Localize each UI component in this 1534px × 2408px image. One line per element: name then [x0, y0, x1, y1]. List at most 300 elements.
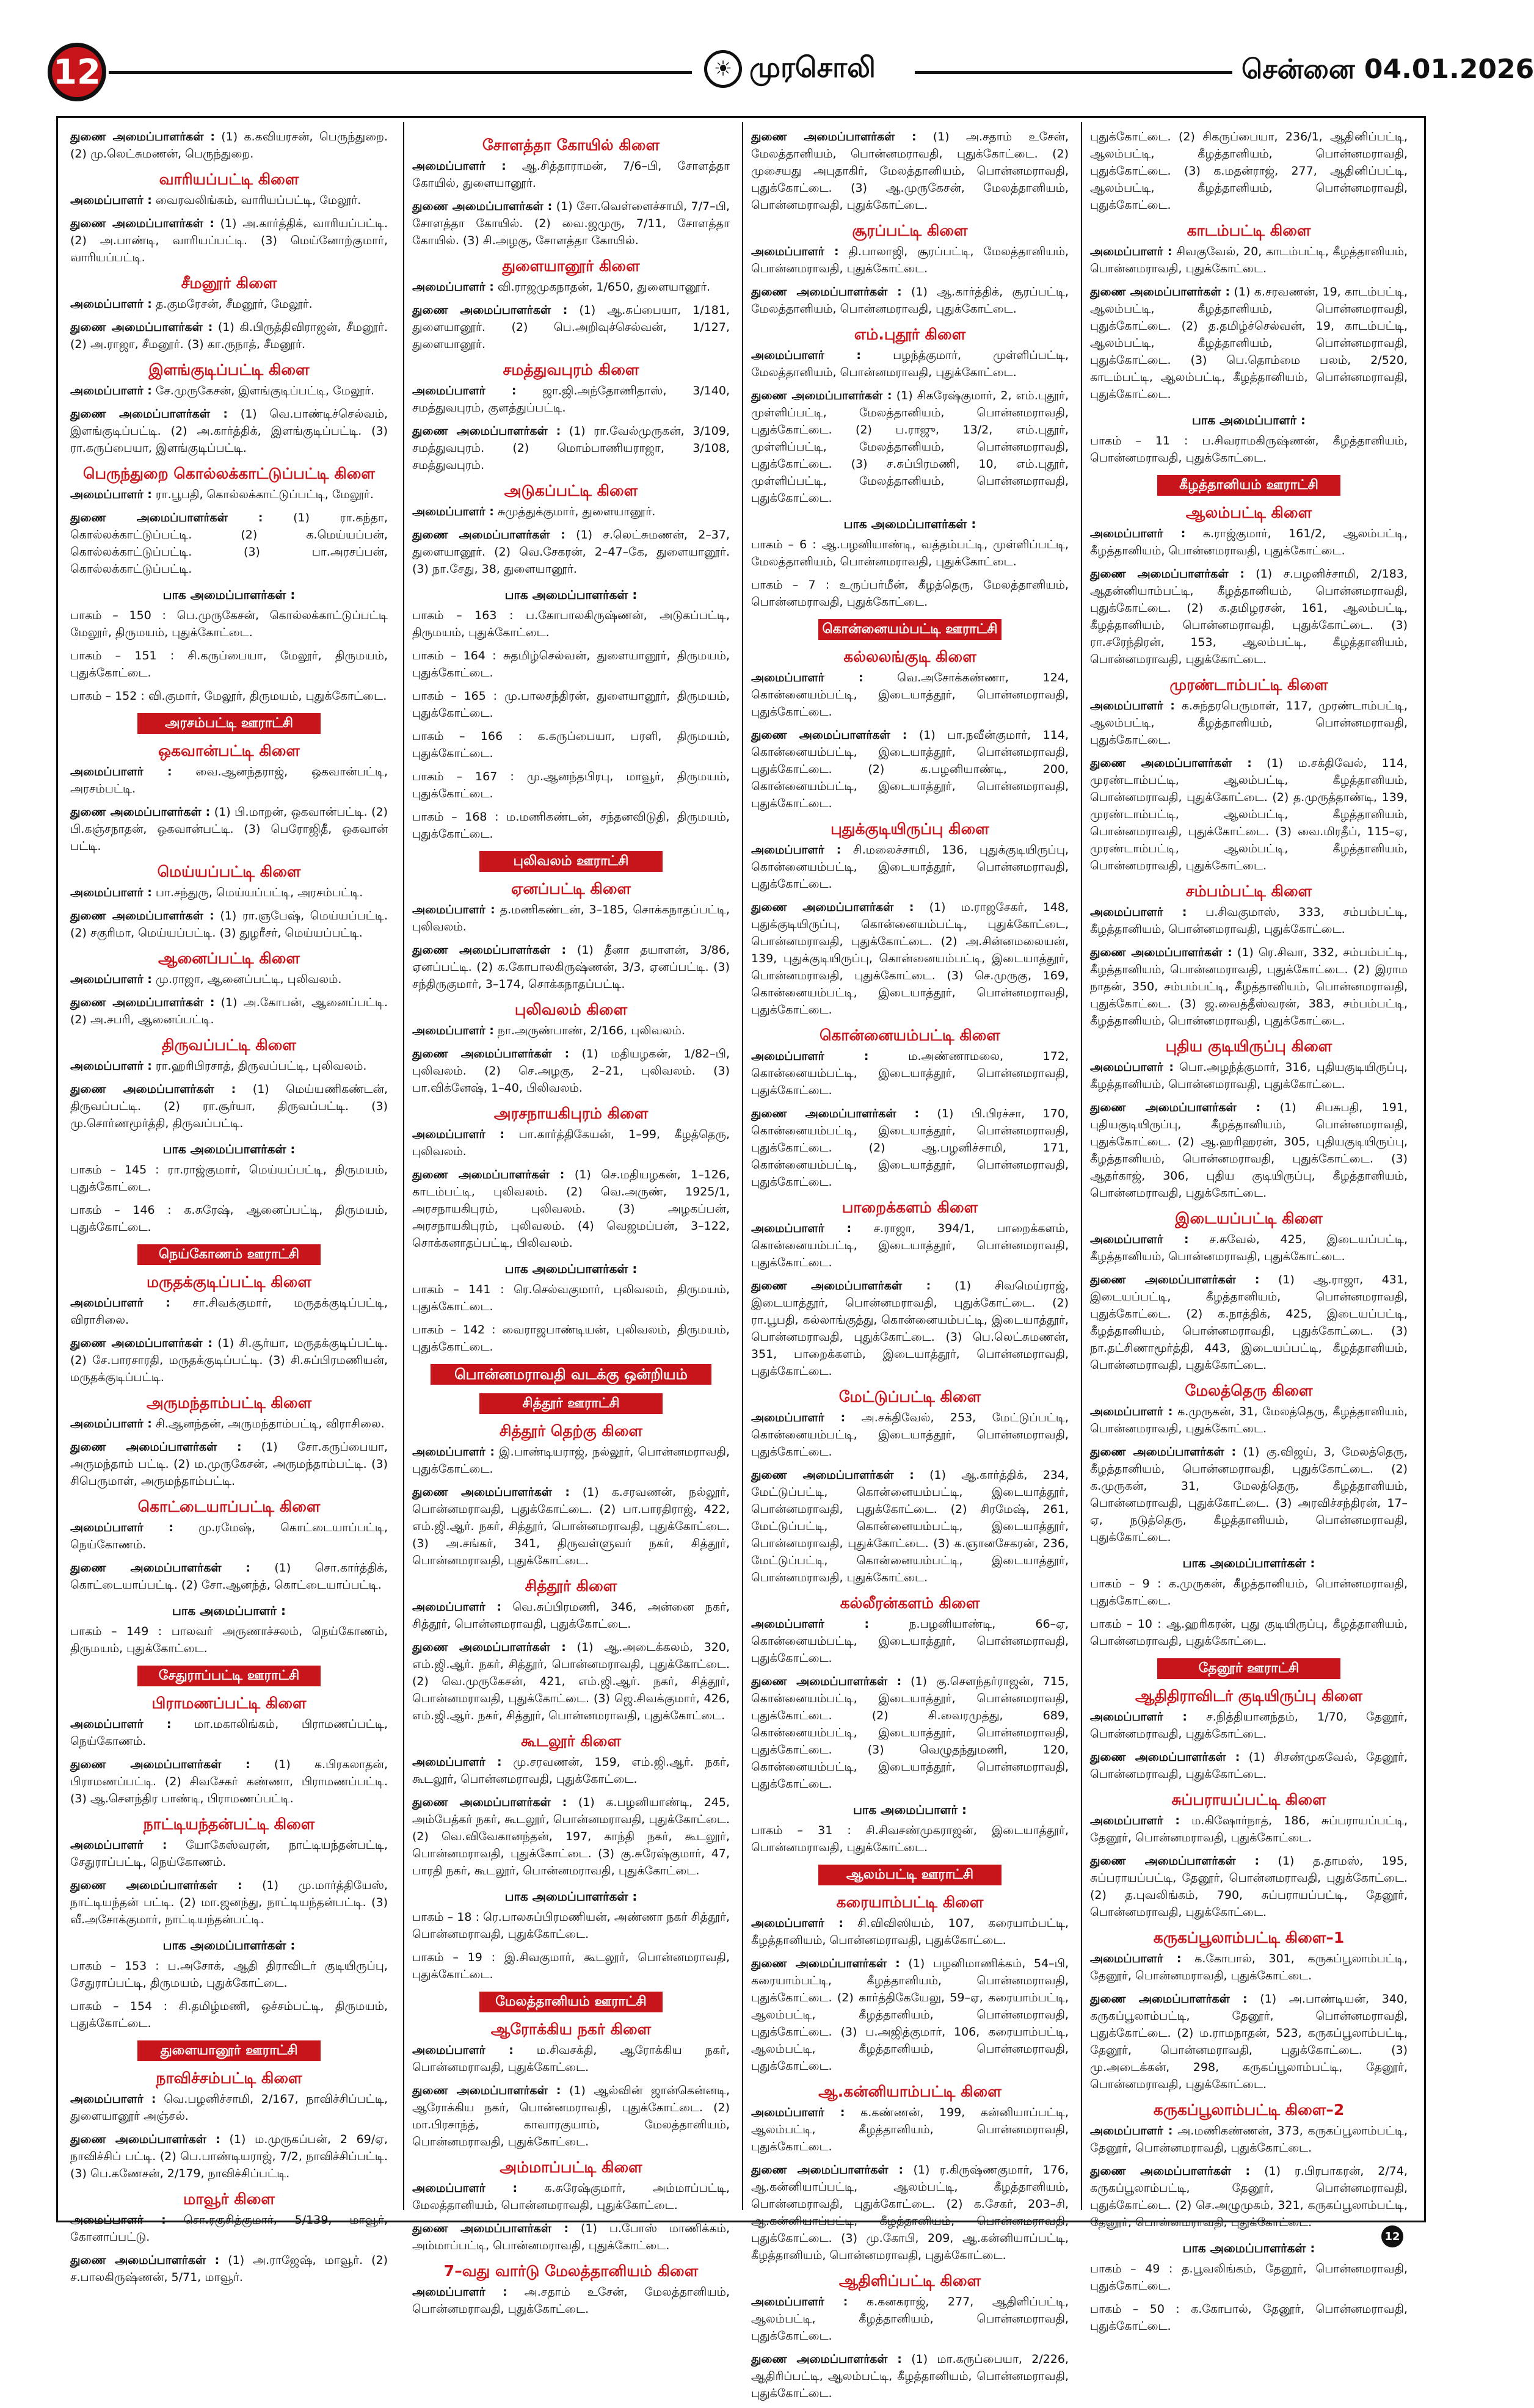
entry-text: மு.சரவணன், 159, எம்.ஜி.ஆர். நகர், கூடலூர், பொன்னமராவதி, புதுக்கோட்டை. [412, 1755, 730, 1786]
entry-paragraph [751, 1048, 1069, 1099]
entry-text: (1) ஆ.கார்த்திக், சூரப்பட்டி, மேலத்தானியம், பொன்னமராவதி, புதுக்கோட்டை. [751, 285, 1069, 316]
entry-text: (1) ம.முருகப்பன், 2 69/ஏ, நாவிச்சிப் பட்டி. (2) பெ.பாண்டியராஜ், 7/2, நாவிச்சிப்பட்டி. (3) பெ.கணேசன், 2/179, நாவிச்சிப்பட்டி. [70, 2133, 388, 2180]
entry-text: (1) மெய்யணிகண்டன், திருவப்பட்டி. (2) ரா.சூர்யா, திருவப்பட்டி. (3) மு.சொர்ணமூர்த்தி, திருவப்பட்டி. [70, 1083, 388, 1130]
entry-paragraph [751, 1220, 1069, 1271]
entry-label: அமைப்பாளர் : [751, 1411, 846, 1424]
entry-text: (1) சோ.கருப்பையா, அருமந்தாம் பட்டி. (2) ம.முருகேசன், அருமந்தாம்பட்டி. (3) சிபெருமாள், அருமந்தாம்பட்டி. [70, 1440, 388, 1488]
entry-label: துணை அமைப்பாளர்கள் : [70, 407, 228, 421]
entry-text: அ.சதாம் உசேன், மேலத்தானியம், பொன்னமராவதி, புதுக்கோட்டை. [412, 2285, 730, 2316]
entry-label: துணை அமைப்பாளர்கள் : [412, 303, 568, 317]
entry-label: துணை அமைப்பாளர்கள் : [1090, 1992, 1248, 2006]
entry-paragraph [751, 2104, 1069, 2155]
branch-heading: ஏனப்பட்டி கிளை [511, 880, 631, 898]
entry-paragraph [751, 727, 1069, 812]
entry-text: சி.மலைச்சாமி, 136, புதுக்குடியிருப்பு, கொன்னையம்பட்டி, இடையாத்தூர், பொன்னமராவதி, புதுக்கோட்டை. [751, 843, 1069, 891]
entry-text: (1) அ.ராஜேஷ், மாவூர். (2) ச.பாலகிருஷ்ணன், 5/71, மாவூர். [70, 2254, 388, 2284]
panchayat-heading: தேனூர் ஊராட்சி [1157, 1658, 1340, 1679]
entry-text: (1) ரா.வேல்முருகன், 3/109, சமத்துவபுரம். (2) மொம்பாணியராஜா, 3/108, சமத்துவபுரம். [412, 424, 730, 472]
entry-paragraph [70, 1335, 388, 1386]
page-number-badge: 12 [48, 43, 106, 101]
entry-paragraph [412, 302, 730, 353]
entry-paragraph [412, 728, 730, 762]
entry-paragraph [751, 1822, 1069, 1856]
entry-text: புதுக்கோட்டை. (2) சிகருப்பையா, 236/1, ஆதினிப்பட்டி, ஆலம்பட்டி, கீழத்தானியம், பொன்னமராவதி, புதுக்கோட்டை. (3) க.மதன்ராஜ், 277, ஆதினிப்பட்டி, ஆலம்பட்டி, கீழத்தானியம், பொன்னமராவதி, புதுக்கோட்டை. [1090, 130, 1408, 212]
entry-paragraph [70, 1081, 388, 1132]
entry-label: அமைப்பாளர் : [751, 349, 861, 362]
entry-paragraph [1090, 944, 1408, 1029]
entry-text: (1) கு.சௌந்தர்ராஜன், 715, கொன்னையம்பட்டி, இடையாத்தூர், பொன்னமராவதி, புதுக்கோட்டை. (2) சி.வைரமுத்து, 689, கொன்னையம்பட்டி, இடையாத்தூர், பொன்னமராவதி, புதுக்கோட்டை. (3) வெழுதந்துமணி, 120, கொன்னையம்பட்டி, இடையாத்தூர், பொன்னமராவதி, புதுக்கோட்டை. [751, 1675, 1069, 1791]
entry-paragraph [751, 1955, 1069, 2075]
entry-paragraph [751, 2351, 1069, 2402]
branch-heading: சீமனூர் கிளை [181, 274, 277, 292]
branch-heading: ஆனைப்பட்டி கிளை [158, 949, 300, 967]
entry-text: (1) ரா.ஞபேஷ், மெய்யப்பட்டி. (2) சகுரிமா, மெய்யப்பட்டி. (3) துழரீசர், மெய்யப்பட்டி. [70, 909, 388, 940]
entry-label: துணை அமைப்பாளர்கள் : [412, 1796, 567, 1809]
entry-text: (1) ஆ.ராஜா, 431, இடையப்பட்டி, கீழத்தானியம், பொன்னமராவதி, புதுக்கோட்டை. (2) க.நாத்திக், 425, இடையப்பட்டி, கீழத்தானியம், பொன்னமராவதி, புதுக்கோட்டை. (3) நா.தட்சிணாமூர்த்தி, 443, இடையப்பட்டி, கீழத்தானியம், பொன்னமராவதி, புதுக்கோட்டை. [1090, 1273, 1408, 1372]
entry-text: பாகம் – 150 : பெ.முருகேசன், கொல்லக்காட்டுப்பட்டி மேலூர், திருமயம், புதுக்கோட்டை. [70, 609, 388, 639]
union-banner: பொன்னமராவதி வடக்கு ஒன்றியம் [431, 1364, 711, 1385]
entry-label: துணை அமைப்பாளர்கள் : [751, 1279, 931, 1293]
entry-text: பாகம் – 149 : பாலவர் அருணாச்சலம், நெய்கோணம், திருமயம், புதுக்கோட்டை. [70, 1625, 388, 1655]
entry-text: (1) அ.பாண்டியன், 340, கருகப்பூலாம்பட்டி, தேனூர், பொன்னமராவதி, புதுக்கோட்டை. (2) ம.ராமநாதன், 523, கருகப்பூலாம்பட்டி, தேனூர், பொன்னமராவதி, புதுக்கோட்டை. (3) மு.அடைக்கன், 298, கருகப்பூலாம்பட்டி, தேனூர், பொன்னமராவதி, புதுக்கோட்டை. [1090, 1992, 1408, 2091]
entry-text: பாகம் – 152 : வி.குமார், மேலூர், திருமயம், புதுக்கோட்டை. [70, 689, 387, 703]
entry-label: அமைப்பாளர் : [70, 2092, 156, 2106]
entry-paragraph [751, 1409, 1069, 1460]
entry-text: (1) த.தாமஸ், 195, சுப்பராயப்பட்டி, தேனூர், பொன்னமராவதி, புதுக்கோட்டை. (2) த.புவலிங்கம், 790, சுப்பராயப்பட்டி, தேனூர், பொன்னமராவதி, புதுக்கோட்டை. [1090, 1854, 1408, 1919]
entry-paragraph [751, 841, 1069, 893]
entry-paragraph [1090, 432, 1408, 466]
section-subheading: பாக அமைப்பாளர்கள் : [162, 587, 296, 602]
entry-text: வி.ராஜமுகநாதன், 1/650, துளையானூர். [497, 280, 711, 294]
entry-label: அமைப்பாளர் : [412, 2285, 507, 2299]
entry-label: அமைப்பாளர் : [1090, 2124, 1173, 2138]
entry-text: பாகம் – 18 : ரெ.பாலசுப்பிரமணியன், அண்ணா நகர் சித்தூர், பொன்னமராவதி, புதுக்கோட்டை. [412, 1910, 730, 1941]
panchayat-heading: மேலத்தானியம் ஊராட்சி [479, 1992, 663, 2012]
entry-text: க.கண்ணன், 199, கன்னியாப்பட்டி, ஆலம்பட்டி, கீழத்தானியம், பொன்னமராவதி, புதுக்கோட்டை. [751, 2106, 1069, 2153]
branch-heading: மருதக்குடிப்பட்டி கிளை [147, 1273, 311, 1291]
section-subheading: பாக அமைப்பாளர் : [172, 1603, 286, 1618]
entry-paragraph [70, 1161, 388, 1195]
panchayat-heading: நெய்கோணம் ஊராட்சி [137, 1244, 321, 1265]
branch-heading: ஒகவான்பட்டி கிளை [158, 742, 300, 760]
entry-label: அமைப்பாளர் : [412, 505, 494, 518]
entry-label: துணை அமைப்பாளர்கள் : [70, 1758, 250, 1771]
entry-paragraph [412, 278, 730, 296]
entry-label: அமைப்பாளர் : [412, 384, 517, 397]
entry-paragraph [412, 687, 730, 722]
entry-paragraph [1090, 2122, 1408, 2156]
entry-paragraph [412, 901, 730, 935]
entry-text: (1) ச.லெட்சுமணன், 2–37, துளையானூர். (2) வெ.சேகரன், 2–47–கே, துளையானூர். (3) நா.சேது, 38, துளையானூர். [412, 528, 730, 576]
entry-label: துணை அமைப்பாளர்கள் : [70, 1440, 242, 1454]
entry-text: பாகம் – 166 : க.கருப்பையா, பரளி, திருமயம், புதுக்கோட்டை. [412, 730, 730, 760]
entry-text: நா.அருண்பாண், 2/166, புலிவலம். [497, 1024, 685, 1037]
entry-text: பாகம் – 141 : ரெ.செல்வகுமார், புலிவலம், திருமயம், புதுக்கோட்டை. [412, 1283, 730, 1313]
entry-label: துணை அமைப்பாளர்கள் : [1090, 1273, 1260, 1286]
entry-label: அமைப்பாளர் : [1090, 905, 1187, 919]
entry-paragraph [412, 503, 730, 520]
entry-paragraph [70, 128, 388, 162]
entry-paragraph [412, 808, 730, 843]
panchayat-heading: கீழத்தானியம் ஊராட்சி [1157, 475, 1340, 496]
entry-label: அமைப்பாளர் : [1090, 1952, 1182, 1965]
entry-text: வெ.சுப்பிரமணி, 346, அன்னை நகர், சித்தூர், பொன்னமராவதி, புதுக்கோட்டை. [412, 1600, 730, 1631]
entry-paragraph [1090, 2260, 1408, 2294]
entry-label: துணை அமைப்பாளர்கள் : [70, 130, 215, 143]
branch-heading: சித்தூர் தெற்கு கிளை [499, 1422, 643, 1440]
entry-paragraph [1090, 755, 1408, 874]
entry-text: வெ.அசோக்கண்ணா, 124, கொன்னையம்பட்டி, இடையாத்தூர், பொன்னமராவதி, புதுக்கோட்டை. [751, 671, 1069, 719]
entry-text: சா.சிவக்குமார், மருதக்குடிப்பட்டி, விராசிலை. [70, 1296, 388, 1327]
entry-text: க.சுந்தரபெருமாள், 117, முரண்டாம்பட்டி, ஆலம்பட்டி, கீழத்தானியம், பொன்னமராவதி, புதுக்கோட்டை. [1090, 699, 1408, 747]
section-subheading: பாக அமைப்பாளர்கள் : [1182, 1556, 1315, 1570]
entry-paragraph [1090, 525, 1408, 559]
entry-paragraph [70, 647, 388, 681]
entry-label: துணை அமைப்பாளர்கள் : [70, 805, 211, 819]
entry-text: (1) மதியழகன், 1/82–பி, புலிவலம். (2) செ.அழகு, 2–21, புலிவலம். (3) பா.விக்னேஷ், 1–40, பிலிவலம். [412, 1047, 730, 1095]
entry-label: அமைப்பாளர் : [1090, 1814, 1180, 1827]
entry-text: (1) பா.நவீன்குமார், 114, கொன்னையம்பட்டி, இடையாத்தூர், பொன்னமராவதி, புதுக்கோட்டை. (2) க.பழனியாண்டி, 200, கொன்னையம்பட்டி, இடையாத்தூர், பொன்னமராவதி, புதுக்கோட்டை. [751, 728, 1069, 810]
section-subheading: பாக அமைப்பாளர்கள் : [504, 1261, 638, 1276]
entry-label: அமைப்பாளர் : [1090, 527, 1186, 540]
branch-heading: பிராமணப்பட்டி கிளை [151, 1694, 307, 1712]
entry-label: அமைப்பாளர் : [412, 1024, 494, 1037]
entry-label: துணை அமைப்பாளர்கள் : [1090, 1854, 1260, 1868]
entry-text: மு.ரமேஷ், கொட்டையாப்பட்டி, நெய்கோணம். [70, 1521, 388, 1551]
entry-text: பாகம் – 145 : ரா.ராஜ்குமார், மெய்யப்பட்டி, திருமயம், புதுக்கோட்டை. [70, 1163, 388, 1194]
entry-text: சிவகுவேல், 20, காடம்பட்டி, கீழத்தானியம், பொன்னமராவதி, புதுக்கோட்டை. [1090, 245, 1408, 275]
entry-paragraph [751, 536, 1069, 570]
entry-label: துணை அமைப்பாளர்கள் : [70, 1336, 213, 1350]
branch-heading: அருமந்தாம்பட்டி கிளை [146, 1394, 312, 1412]
entry-paragraph [1090, 1749, 1408, 1783]
entry-text: க.கனகராஜ், 277, ஆதிளிப்பட்டி, ஆலம்பட்டி, கீழத்தானியம், பொன்னமராவதி, புதுக்கோட்டை. [751, 2295, 1069, 2343]
entry-label: அமைப்பாளர் : [70, 1059, 152, 1073]
entry-text: ரா.ஹரிபிரசாத், திருவப்பட்டி, புலிவலம். [155, 1059, 367, 1073]
entry-paragraph [412, 158, 730, 192]
entry-paragraph [412, 1166, 730, 1252]
entry-label: அமைப்பாளர் : [412, 1755, 502, 1769]
entry-paragraph [1090, 243, 1408, 277]
entry-text: (1) ம.சக்திவேல், 114, முரண்டாம்பட்டி, ஆலம்பட்டி, கீழத்தானியம், பொன்னமராவதி, புதுக்கோட்டை. (2) த.முருத்தாண்டி, 139, முரண்டாம்பட்டி, ஆலம்பட்டி, கீழத்தானியம், பொன்னமராவதி, புதுக்கோட்டை. (3) வை.மிரதீப், 115–ஏ, முரண்டாம்பட்டி, ஆலம்பட்டி, கீழத்தானியம், பொன்னமராவதி, புதுக்கோட்டை. [1090, 756, 1408, 872]
entry-paragraph [70, 1057, 388, 1075]
masthead-rule-right [915, 71, 1232, 74]
entry-paragraph [412, 198, 730, 249]
entry-label: துணை அமைப்பாளர்கள் : [1090, 567, 1245, 581]
entry-text: சுமுத்துக்குமார், துளையானூர். [497, 505, 656, 518]
section-subheading: பாக அமைப்பாளர்கள் : [162, 1142, 296, 1156]
column-divider [742, 122, 743, 2210]
branch-heading: சித்தூர் கிளை [525, 1577, 617, 1595]
entry-paragraph [751, 1105, 1069, 1191]
entry-paragraph [412, 526, 730, 578]
entry-paragraph [412, 2180, 730, 2214]
entry-text: (1) செ.மதியழகன், 1–126, காடம்பட்டி, புலிவலம். (2) வெ.அருண், 1925/1, அரசநாயகிபுரம், புலிவலம். (3) அழகப்பன், அரசநாயகிபுரம், புலிவலம். (4) வெஜமப்பன், 3–122, சொக்கனாதப்பட்டி, பிலிவலம். [412, 1168, 730, 1250]
entry-label: துணை அமைப்பாளர்கள் : [412, 943, 567, 957]
entry-label: துணை அமைப்பாளர்கள் : [1090, 285, 1230, 299]
entry-label: துணை அமைப்பாளர்கள் : [412, 1485, 570, 1499]
entry-label: துணை அமைப்பாளர்கள் : [70, 2254, 220, 2267]
entry-paragraph [70, 296, 388, 313]
entry-paragraph [70, 192, 388, 209]
entry-paragraph [1090, 1990, 1408, 2093]
newspaper-brand [704, 50, 876, 88]
entry-paragraph [70, 405, 388, 457]
branch-heading: துளையானூர் கிளை [502, 257, 640, 275]
entry-label: அமைப்பாளர் : [70, 886, 152, 899]
entry-paragraph [70, 1716, 388, 1750]
branch-heading: கொன்னையம்பட்டி கிளை [819, 1026, 1000, 1044]
entry-text: (1) ஆ.சுப்பையா, 1/181, துளையானூர். (2) பெ.அறிவுச்செல்வன், 1/127, துளையானூர். [412, 303, 730, 351]
entry-text: (1) ப.போஸ் மாணிக்கம், அம்மாப்பட்டி, பொன்னமராவதி, புதுக்கோட்டை. [412, 2222, 730, 2252]
entry-paragraph [70, 1756, 388, 1807]
entry-label: அமைப்பாளர் : [412, 2044, 514, 2057]
entry-paragraph [70, 2252, 388, 2286]
entry-text: ப.சிவகுமாஸ், 333, சம்பம்பட்டி, கீழத்தானியம், பொன்னமராவதி, புதுக்கோட்டை. [1090, 905, 1408, 936]
entry-text: க.சுரேஷ்குமார், அம்மாப்பட்டி, மேலத்தானியம், பொன்னமராவதி, புதுக்கோட்டை. [412, 2181, 730, 2212]
panchayat-heading: கொன்னையம்பட்டி ஊராட்சி [818, 619, 1001, 640]
entry-paragraph [70, 971, 388, 988]
entry-label: துணை அமைப்பாளர்கள் : [70, 217, 214, 230]
entry-text: பாகம் – 142 : வைராஜபாண்டியன், புலிவலம், திருமயம், புதுக்கோட்டை. [412, 1323, 730, 1354]
entry-paragraph [1090, 697, 1408, 749]
entry-text: (1) சிசண்முகவேல், தேனூர், பொன்னமராவதி, புதுக்கோட்டை. [1090, 1750, 1408, 1781]
newspaper-name: முரசொலி [749, 50, 876, 84]
entry-paragraph [70, 1415, 388, 1432]
entry-paragraph [412, 1126, 730, 1160]
entry-paragraph [751, 576, 1069, 611]
branch-heading: கருகப்பூலாம்பட்டி கிளை–1 [1153, 1929, 1345, 1946]
entry-label: துணை அமைப்பாளர்கள் : [70, 2133, 220, 2146]
entry-text: (1) ர.கிருஷ்ணகுமார், 176, ஆ.கன்னியாப்பட்டி, ஆலம்பட்டி, கீழத்தானியம், பொன்னமராவதி, புதுக்கோட்டை. (2) க.சேகர், 203–சி, ஆ.கன்னியாப்பட்டி, கீழத்தானியம், பொன்னமராவதி, புதுக்கோட்டை. (3) மு.கோபி, 209, ஆ.கன்னியாப்பட்டி, கீழத்தானியம், பொன்னமராவதி, புதுக்கோட்டை. [751, 2163, 1069, 2262]
entry-text: பாகம் – 9 : க.முருகன், கீழத்தானியம், பொன்னமராவதி, புதுக்கோட்டை. [1090, 1577, 1408, 1608]
entry-label: துணை அமைப்பாளர்கள் : [412, 2222, 569, 2235]
entry-label: துணை அமைப்பாளர்கள் : [70, 1561, 250, 1575]
entry-paragraph [70, 382, 388, 399]
column-1 [70, 128, 388, 2292]
entry-text: பாகம் – 167 : மு.ஆனந்தபிரபு, மாவூர், திருமயம், புதுக்கோட்டை. [412, 770, 730, 800]
entry-paragraph [412, 607, 730, 641]
entry-label: துணை அமைப்பாளர்கள் : [751, 728, 907, 742]
entry-text: இ.பாண்டியராஜ், நல்லூர், பொன்னமராவதி, புதுக்கோட்டை. [412, 1445, 730, 1476]
entry-label: துணை அமைப்பாளர்கள் : [1090, 1750, 1240, 1764]
branch-heading: அடுகப்பட்டி கிளை [504, 482, 638, 499]
entry-label: அமைப்பாளர் : [70, 765, 172, 778]
entry-text: (1) ஆல்வின் ஜான்கென்னடி, ஆரோக்கிய நகர், பொன்னமராவதி, புதுக்கோட்டை. (2) மா.பிரசாந்த், காவாரகுயாம், மேலத்தானியம், பொன்னமராவதி, புதுக்கோட்டை. [412, 2084, 730, 2149]
entry-paragraph [412, 2220, 730, 2254]
branch-heading: நாட்டியந்தன்பட்டி கிளை [143, 1815, 315, 1833]
entry-paragraph [412, 2283, 730, 2318]
entry-text: பாகம் – 168 : ம.மணிகண்டன், சந்தனவிடுதி, திருமயம், புதுக்கோட்டை. [412, 810, 730, 841]
entry-text: க.கோபால், 301, கருகப்பூலாம்பட்டி, தேனூர், பொன்னமராவதி, புதுக்கோட்டை. [1090, 1952, 1408, 1982]
entry-label: அமைப்பாளர் : [1090, 1405, 1173, 1418]
entry-text: (1) க.பழனியாண்டி, 245, அம்பேத்கர் நகர், கூடலூர், பொன்னமராவதி, புதுக்கோட்டை. (2) வெ.விவேகானந்தன், 197, காந்தி நகர், கூடலூர், பொன்னமராவதி, புதுக்கோட்டை. (3) கு.சுரேஷ்குமார், 47, பாரதி நகர், கூடலூர், பொன்னமராவதி, புதுக்கோட்டை. [412, 1796, 730, 1877]
entry-paragraph [412, 768, 730, 802]
branch-heading: மாவூர் கிளை [183, 2190, 275, 2208]
entry-paragraph [1090, 1575, 1408, 1609]
entry-text: (1) சி.சூர்யா, மருதக்குடிப்பட்டி. (2) சே.பாரசாரதி, மருதக்குடிப்பட்டி. (3) சி.சுப்பிரமணியன், மருதக்குடிப்பட்டி. [70, 1336, 388, 1384]
branch-heading: ஆதிளிப்பட்டி கிளை [838, 2272, 981, 2290]
entry-label: துணை அமைப்பாளர்கள் : [1090, 2164, 1251, 2178]
entry-label: துணை அமைப்பாளர்கள் : [70, 996, 215, 1009]
entry-text: சொ.ரகுசித்குமார், 5/139, மாவூர், கோனாப்பட்டு. [70, 2213, 388, 2244]
branch-heading: சம்பம்பட்டி கிளை [1185, 882, 1312, 900]
entry-paragraph [70, 2131, 388, 2182]
entry-label: அமைப்பாளர் : [751, 245, 839, 258]
entry-paragraph [70, 486, 388, 503]
entry-paragraph [1090, 1271, 1408, 1374]
entry-label: அமைப்பாளர் : [70, 384, 152, 397]
panchayat-heading: ஆலம்பட்டி ஊராட்சி [818, 1865, 1001, 1885]
entry-text: ம.கிஷோர்நாத், 186, சுப்பராயப்பட்டி, தேனூர், பொன்னமராவதி, புதுக்கோட்டை. [1090, 1814, 1408, 1844]
entry-text: (1) ரா.கந்தா, கொல்லக்காட்டுப்பட்டி. (2) க.மெய்யப்பன், கொல்லக்காட்டுப்பட்டி. (3) பா.அரசப்பன், கொல்லக்காட்டுப்பட்டி. [70, 511, 388, 576]
entry-label: துணை அமைப்பாளர்கள் : [751, 1957, 900, 1970]
entry-text: வைரவலிங்கம், வாரியப்பட்டி, மேலூர். [155, 194, 362, 207]
branch-heading: கொட்டையாப்பட்டி கிளை [137, 1498, 321, 1515]
entry-text: (1) அ.கோபன், ஆனைப்பட்டி. (2) அ.சபரி, ஆனைப்பட்டி. [70, 996, 388, 1026]
entry-label: துணை அமைப்பாளர்கள் : [751, 2352, 902, 2366]
branch-heading: ஆரோக்கிய நகர் கிளை [490, 2020, 652, 2038]
masthead [48, 43, 1534, 110]
entry-paragraph [1090, 1403, 1408, 1437]
branch-heading: பெருந்துறை கொல்லக்காட்டுப்பட்டி கிளை [82, 465, 375, 482]
entry-text: சி.ஆனந்தன், அருமந்தாம்பட்டி, விராசிலை. [155, 1417, 385, 1431]
entry-label: துணை அமைப்பாளர்கள் : [70, 1879, 242, 1892]
panchayat-heading: சித்தூர் ஊராட்சி [479, 1393, 663, 1414]
branch-heading: அரசநாயகிபுரம் கிளை [493, 1104, 649, 1122]
entry-label: துணை அமைப்பாளர்கள் : [412, 424, 561, 438]
entry-label: துணை அமைப்பாளர்கள் : [1090, 1445, 1237, 1459]
entry-label: துணை அமைப்பாளர்கள் : [751, 1675, 902, 1688]
branch-heading: ஆதிதிராவிடர் குடியிருப்பு கிளை [1135, 1687, 1363, 1705]
entry-label: துணை அமைப்பாளர்கள் : [1090, 756, 1252, 770]
branch-heading: சூரப்பட்டி கிளை [852, 222, 968, 239]
entry-text: மா.மகாலிங்கம், பிராமணப்பட்டி, நெய்கோணம். [70, 1717, 388, 1748]
entry-text: (1) சோ.வெள்ளைச்சாமி, 7/7–பி, சோளத்தா கோயில். (2) வை.ஜமுரு, 7/11, சோளத்தா கோயில். (3) சி.அழகு, சோளத்தா கோயில். [412, 200, 730, 247]
entry-label: அமைப்பாளர் : [70, 1417, 152, 1431]
entry-paragraph [70, 687, 388, 705]
entry-paragraph [1090, 128, 1408, 214]
entry-paragraph [70, 1998, 388, 2032]
entry-label: அமைப்பாளர் : [70, 2213, 166, 2227]
entry-text: (1) சிபசுபதி, 191, புதியகுடியிருப்பு, கீழத்தானியம், பொன்னமராவதி, புதுக்கோட்டை. (2) ஆ.ஹரிஹரன், 305, புதியகுடியிருப்பு, கீழத்தானியம், பொன்னமராவதி, புதுக்கோட்டை. (3) ஆதர்காஜ், 306, புதிய குடியிருப்பு, கீழத்தானியம், பொன்னமராவதி, புதுக்கோட்டை. [1090, 1101, 1408, 1200]
entry-paragraph [751, 1467, 1069, 1586]
entry-text: தி.பாலாஜி, சூரப்பட்டி, மேலத்தானியம், பொன்னமராவதி, புதுக்கோட்டை. [751, 245, 1069, 275]
entry-label: அமைப்பாளர் : [70, 1296, 171, 1310]
entry-label: துணை அமைப்பாளர்கள் : [412, 528, 565, 542]
entry-label: அமைப்பாளர் : [70, 194, 152, 207]
panchayat-heading: புலிவலம் ஊராட்சி [479, 851, 663, 872]
entry-text: பொ.அழந்த்குமார், 316, புதியகுடியிருப்பு, கீழத்தானியம், பொன்னமராவதி, புதுக்கோட்டை. [1090, 1061, 1408, 1091]
entry-paragraph [70, 1837, 388, 1871]
entry-text: பாகம் – 10 : ஆ.ஹரிகரன், புது குடியிருப்பு, கீழத்தானியம், பொன்னமராவதி, புதுக்கோட்டை. [1090, 1617, 1408, 1648]
entry-text: (1) க.கவியரசன், பெருந்துறை. (2) மு.லெட்சுமணன், பெருந்துறை. [70, 130, 388, 161]
entry-paragraph [412, 1794, 730, 1879]
entry-label: அமைப்பாளர் : [1090, 245, 1172, 258]
entry-label: அமைப்பாளர் : [751, 1917, 843, 1930]
entry-text: சே.முருகேசன், இளங்குடிப்பட்டி, மேலூர். [155, 384, 375, 397]
entry-label: துணை அமைப்பாளர்கள் : [751, 1468, 914, 1482]
entry-paragraph [1090, 283, 1408, 403]
entry-label: துணை அமைப்பாளர்கள் : [412, 1641, 566, 1654]
branch-heading: மெய்யப்பட்டி கிளை [157, 863, 301, 880]
branch-heading: நாவிச்சம்பட்டி கிளை [156, 2069, 302, 2087]
branch-heading: ஆலம்பட்டி கிளை [1185, 504, 1312, 521]
entry-text: (1) க.பிரகலாதன், பிராமணப்பட்டி. (2) சிவசேகர் கண்ணா, பிராமணப்பட்டி. (3) ஆ.சௌந்திர பாண்டி, பிராமணப்பட்டி. [70, 1758, 388, 1805]
entry-label: துணை அமைப்பாளர்கள் : [751, 285, 902, 299]
entry-text: ந.பழனியாண்டி, 66–ஏ, கொன்னையம்பட்டி, இடையாத்தூர், பொன்னமராவதி, புதுக்கோட்டை. [751, 1617, 1069, 1665]
entry-label: துணை அமைப்பாளர்கள் : [70, 511, 263, 524]
entry-label: அமைப்பாளர் : [412, 2181, 518, 2195]
entry-text: அ.சக்திவேல், 253, மேட்டுப்பட்டி, கொன்னையம்பட்டி, இடையாத்தூர், பொன்னமராவதி, புதுக்கோட்டை. [751, 1411, 1069, 1459]
entry-text: பாகம் – 164 : சுதமிழ்செல்வன், துளையானூர், திருமயம், புதுக்கோட்டை. [412, 649, 730, 680]
entry-paragraph [70, 1202, 388, 1236]
branch-heading: இடையப்பட்டி கிளை [1175, 1209, 1323, 1227]
entry-paragraph [751, 2161, 1069, 2264]
entry-text: (1) கு.விஜய், 3, மேலத்தெரு, கீழத்தானியம், பொன்னமராவதி, புதுக்கோட்டை. (2) க.முருகன், 31, மேலத்தெரு, கீழத்தானியம், பொன்னமராவதி, புதுக்கோட்டை. (3) அரவிச்சந்திரன், 17–ஏ, நடுத்தெரு, கீழத்தானியம், பொன்னமராவதி, புதுக்கோட்டை. [1090, 1445, 1408, 1544]
panchayat-heading: துளையானூர் ஊராட்சி [137, 2040, 321, 2061]
entry-label: துணை அமைப்பாளர்கள் : [1090, 1101, 1261, 1114]
entry-label: அமைப்பாளர் : [70, 297, 152, 311]
entry-text: பா.கார்த்திகேயன், 1–99, கீழத்தெரு, புலிவலம். [412, 1128, 730, 1158]
entry-paragraph [70, 1877, 388, 1928]
entry-paragraph [412, 647, 730, 681]
entry-paragraph [751, 128, 1069, 214]
branch-heading: சுப்பராயப்பட்டி கிளை [1171, 1791, 1326, 1808]
entry-label: அமைப்பாளர் : [751, 2106, 845, 2119]
entry-label: அமைப்பாளர் : [412, 1128, 505, 1141]
entry-text: ஆ.சித்தாராமன், 7/6–பி, சோளத்தா கோயில், துளையானூர். [412, 159, 730, 190]
entry-text: ச.சுவேல், 425, இடையப்பட்டி, கீழத்தானியம், பொன்னமராவதி, புதுக்கோட்டை. [1090, 1233, 1408, 1263]
entry-paragraph [412, 1598, 730, 1633]
entry-text: த.மணிகண்டன், 3–185, சொக்கநாதப்பட்டி, புலிவலம். [412, 903, 730, 934]
entry-text: பாகம் – 151 : சி.கருப்பையா, மேலூர், திருமயம், புதுக்கோட்டை. [70, 649, 388, 680]
entry-text: ம.சிவசக்தி, ஆரோக்கிய நகர், பொன்னமராவதி, புதுக்கோட்டை. [412, 2044, 730, 2074]
branch-heading: மேலத்தெரு கிளை [1185, 1382, 1313, 1399]
entry-text: வெ.பழனிச்சாமி, 2/167, நாவிச்சிப்பட்டி, துளையானூர் அஞ்சல். [70, 2092, 388, 2123]
entry-text: பாகம் – 154 : சி.தமிழ்மணி, ஒச்சம்பட்டி, திருமயம், புதுக்கோட்டை. [70, 2000, 388, 2030]
panchayat-heading: அரசம்பட்டி ஊராட்சி [137, 713, 321, 734]
section-subheading: பாக அமைப்பாளர்கள் : [1182, 2241, 1315, 2255]
entry-text: பாகம் – 146 : க.சுரேஷ், ஆனைப்பட்டி, திருமயம், புதுக்கோட்டை. [70, 1203, 388, 1234]
entry-text: அ.மணிகண்ணன், 373, கருகப்பூலாம்பட்டி, தேனூர், பொன்னமராவதி, புதுக்கோட்டை. [1090, 2124, 1408, 2155]
column-divider [1081, 122, 1082, 2210]
section-subheading: பாக அமைப்பாளர் : [1191, 413, 1306, 427]
entry-paragraph [412, 1045, 730, 1097]
entry-text: மு.ராஜா, ஆனைப்பட்டி, புலிவலம். [155, 973, 342, 986]
entry-text: பாகம் – 163 : ப.கோபாலகிருஷ்ணன், அடுகப்பட்டி, திருமயம், புதுக்கோட்டை. [412, 609, 730, 639]
entry-label: துணை அமைப்பாளர்கள் : [751, 901, 914, 914]
entry-label: அமைப்பாளர் : [70, 1521, 173, 1534]
entry-paragraph [412, 1281, 730, 1315]
entry-paragraph [751, 1277, 1069, 1380]
entry-label: அமைப்பாளர் : [751, 1050, 869, 1063]
entry-paragraph [412, 422, 730, 474]
entry-text: (1) ர.பிரபாகரன், 2/74, கருகப்பூலாம்பட்டி, தேனூர், பொன்னமராவதி, புதுக்கோட்டை. (2) செ.அழுமுகம், 321, கருகப்பூலாம்பட்டி, தேனூர், பொன்னமராவதி, புதுக்கோட்டை. [1090, 2164, 1408, 2229]
entry-paragraph [412, 1321, 730, 1355]
entry-label: அமைப்பாளர் : [751, 1222, 852, 1235]
entry-paragraph [751, 899, 1069, 1018]
entry-paragraph [751, 243, 1069, 277]
entry-paragraph [412, 1443, 730, 1478]
entry-label: அமைப்பாளர் : [751, 843, 842, 857]
section-subheading: பாக அமைப்பாளர்கள் : [162, 1938, 296, 1953]
entry-paragraph [412, 1639, 730, 1724]
section-subheading: பாக அமைப்பாளர்கள் : [504, 1889, 638, 1904]
entry-paragraph [412, 2042, 730, 2076]
entry-paragraph [412, 1484, 730, 1569]
entry-paragraph [751, 2293, 1069, 2345]
